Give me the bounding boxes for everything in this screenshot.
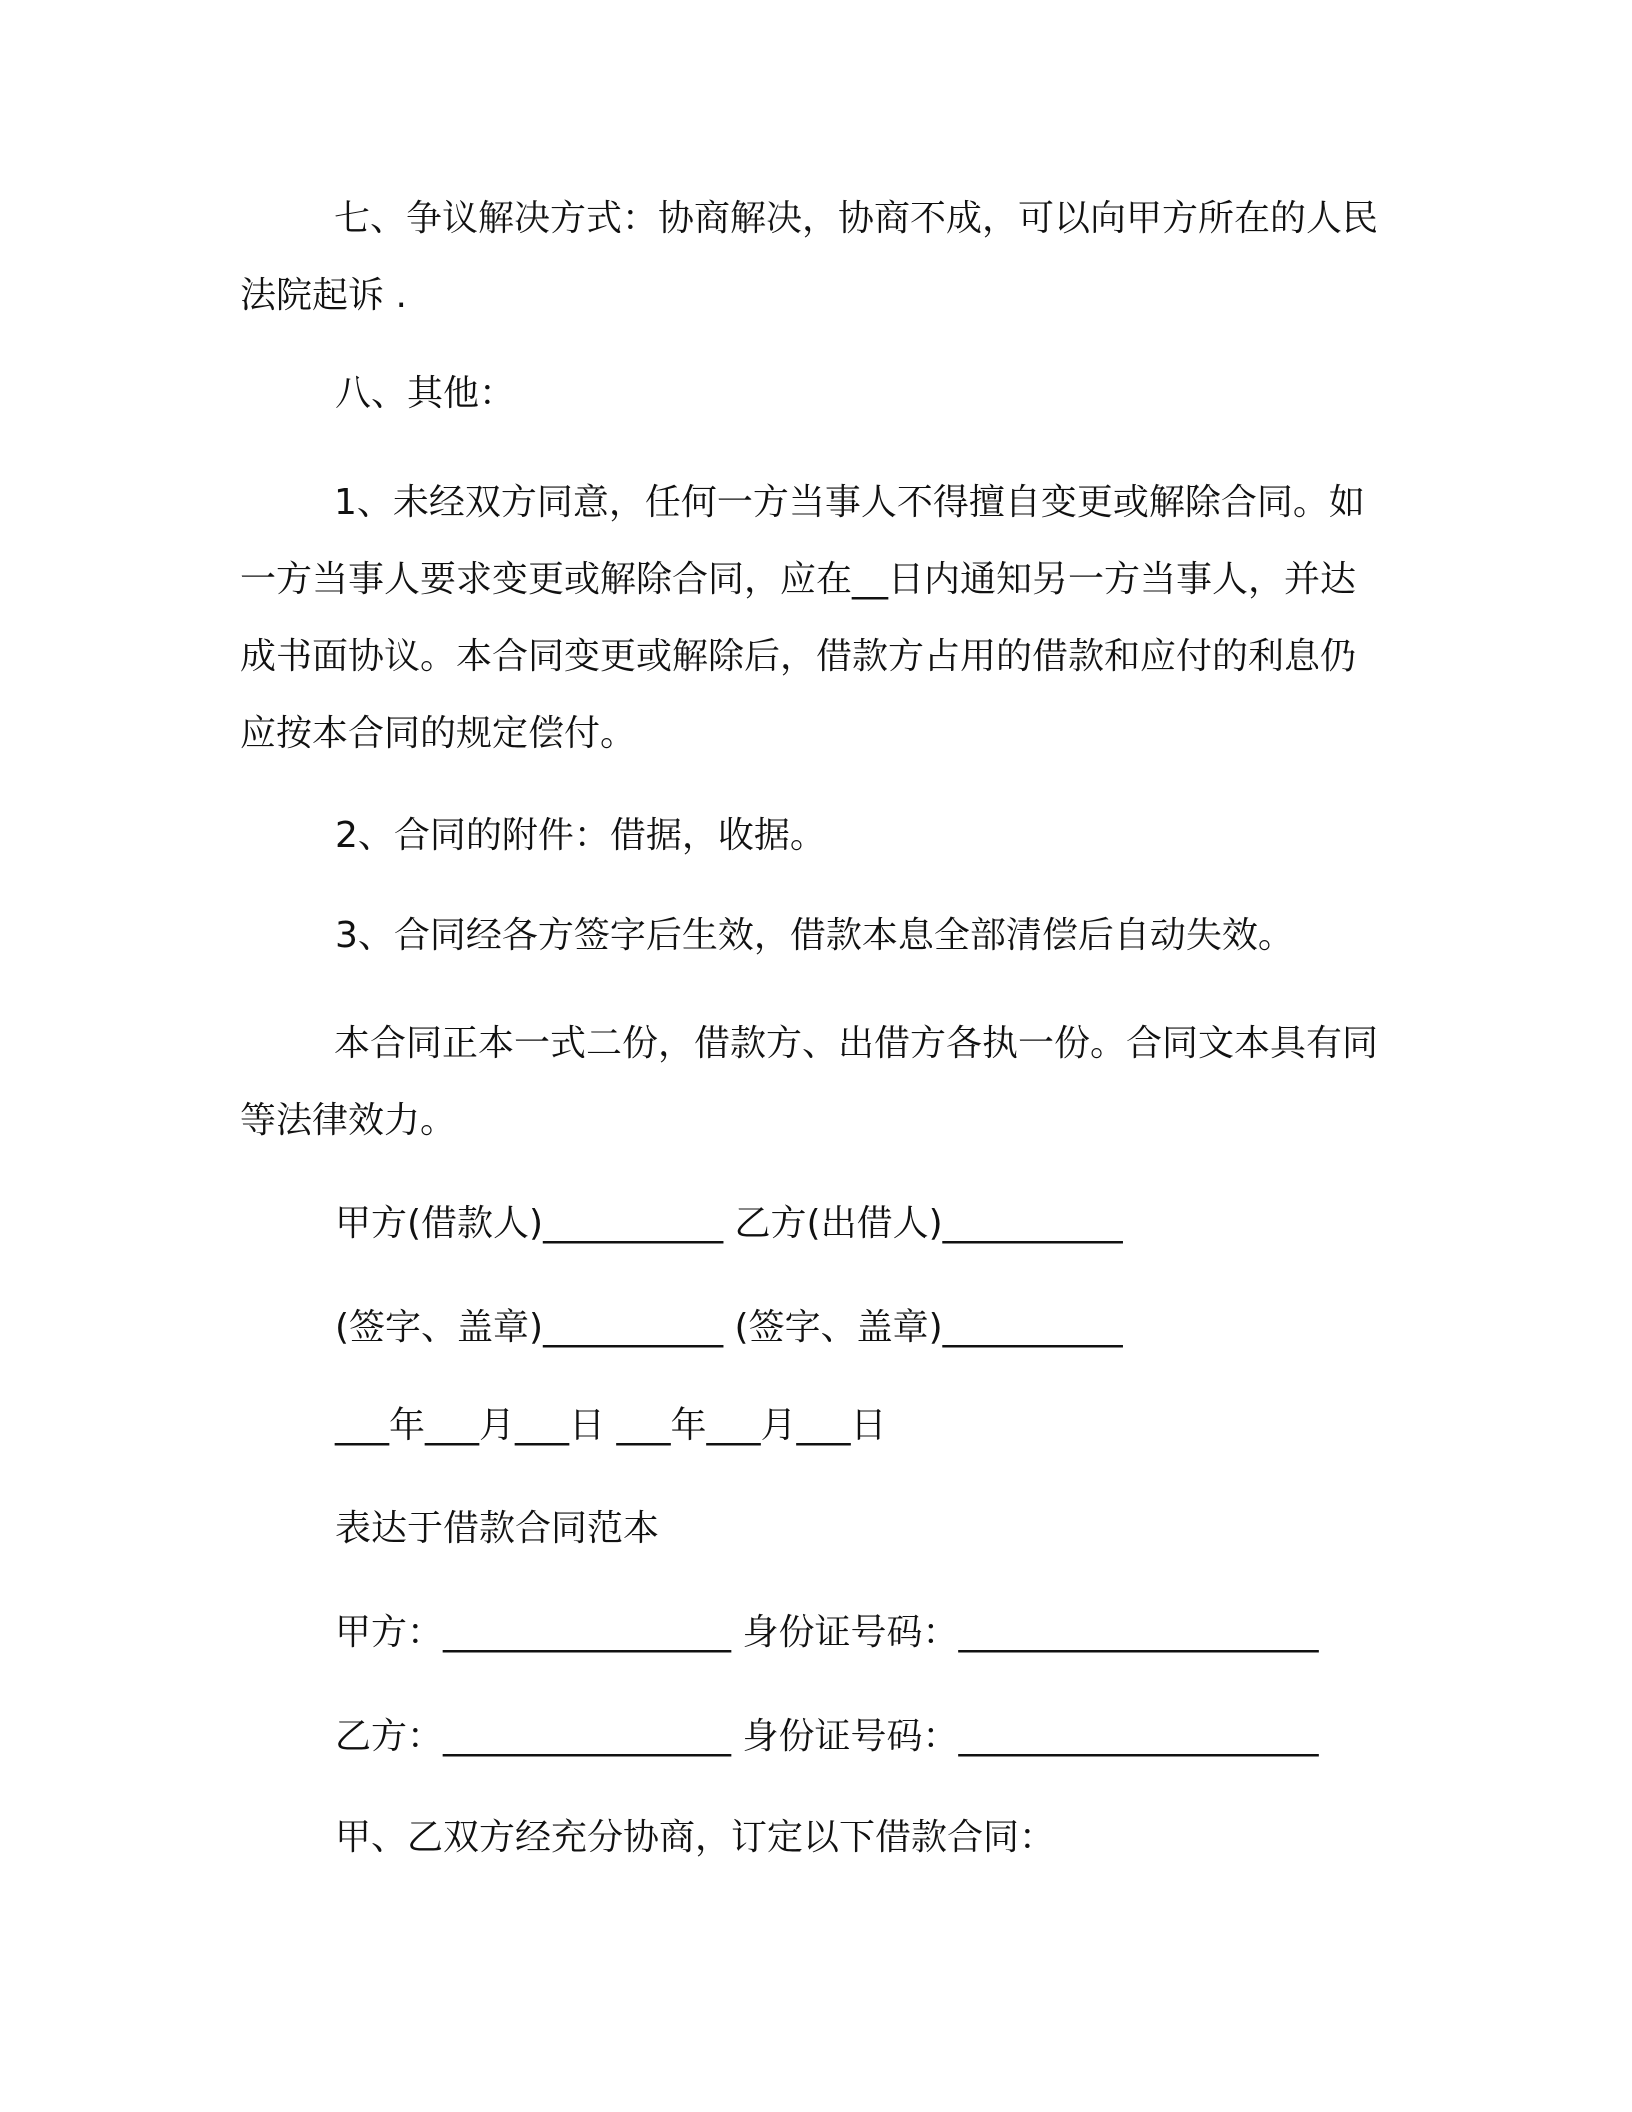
agreement-intro: 甲、乙双方经充分协商，订定以下借款合同： <box>335 1817 1056 1858</box>
seal-signature-line: (签字、盖章)__________ (签字、盖章)__________ <box>335 1307 1123 1348</box>
party-signature-line: 甲方(借款人)__________ 乙方(出借人)__________ <box>335 1203 1123 1244</box>
section-8-heading: 八、其他： <box>335 373 516 414</box>
copies-paragraph: 本合同正本一式二份，借款方、出借方各执一份。合同文本具有同等法律效力。 <box>240 1023 1379 1141</box>
template-title: 表达于借款合同范本 <box>335 1508 660 1549</box>
party-b-id-line: 乙方：________________ 身份证号码：____________________ <box>335 1716 1319 1757</box>
section-8-item-2: 2、合同的附件：借据，收据。 <box>335 815 826 856</box>
section-8-item-1: 1、未经双方同意，任何一方当事人不得擅自变更或解除合同。如一方当事人要求变更或解除合同，应在__日内通知另一方当事人，并达成书面协议。本合同变更或解除后，借款方占用的借款和应付的利息仍应按本合同的规定偿付。 <box>240 482 1365 754</box>
party-a-id-line: 甲方：________________ 身份证号码：____________________ <box>335 1612 1319 1653</box>
section-7-dispute-resolution: 七、争议解决方式：协商解决，协商不成，可以向甲方所在的人民法院起诉 . <box>240 198 1379 316</box>
date-line: ___年___月___日 ___年___月___日 <box>335 1405 887 1446</box>
section-8-item-3: 3、合同经各方签字后生效，借款本息全部清偿后自动失效。 <box>335 915 1294 956</box>
